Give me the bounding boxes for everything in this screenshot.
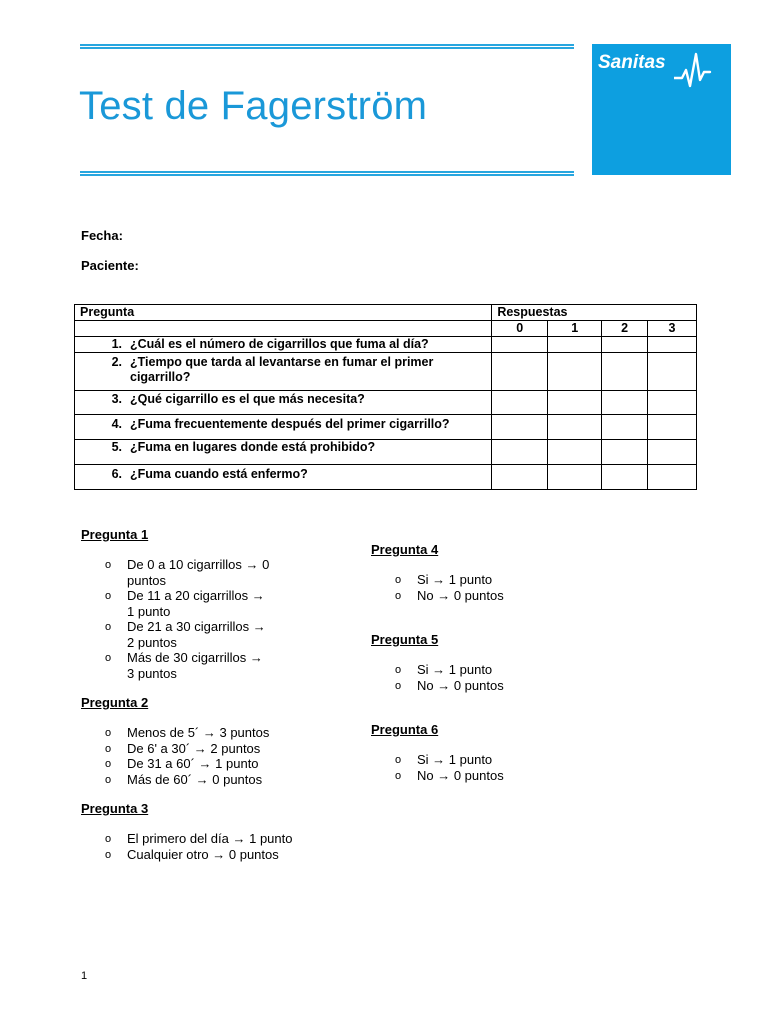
list-item: o Si → 1 punto — [395, 752, 493, 767]
list-item: o De 21 a 30 cigarrillos → 2 puntos — [105, 619, 266, 650]
bullet: o — [105, 848, 112, 861]
logo-text: Sanitas — [598, 52, 666, 73]
header-rule-top — [80, 44, 574, 49]
bullet: o — [105, 621, 112, 633]
question-number: 1. — [111, 337, 122, 351]
page-number: 1 — [81, 970, 88, 982]
scoring-section — [81, 801, 331, 862]
answer-cell[interactable] — [602, 440, 648, 465]
table-row — [75, 353, 697, 391]
page-title: Test de Fagerström — [79, 84, 428, 128]
question-number: 2. — [111, 355, 122, 369]
list-item: o El primero del día → 1 punto — [105, 831, 293, 846]
answer-cell[interactable] — [648, 415, 697, 440]
header-pregunta: Pregunta — [75, 305, 492, 321]
header-respuestas: Respuestas — [492, 305, 697, 321]
bullet: o — [105, 590, 112, 602]
answer-cell[interactable] — [492, 391, 548, 415]
question-text: ¿Qué cigarrillo es el que más necesita? — [130, 392, 365, 406]
score-col-3: 3 — [648, 321, 697, 337]
section-heading: Pregunta 6 — [371, 722, 439, 737]
score-col-0: 0 — [492, 321, 548, 337]
answer-cell[interactable] — [602, 415, 648, 440]
header-blank — [75, 321, 492, 337]
question-number: 4. — [111, 417, 122, 431]
bullet: o — [395, 679, 402, 692]
question-number: 5. — [111, 440, 122, 454]
answer-cell[interactable] — [648, 440, 697, 465]
answer-cell[interactable] — [492, 440, 548, 465]
section-heading: Pregunta 5 — [371, 632, 439, 647]
bullet: o — [105, 758, 112, 770]
bullet: o — [105, 773, 112, 786]
table-row — [75, 391, 697, 415]
answer-cell[interactable] — [548, 415, 602, 440]
table-row — [75, 337, 697, 353]
question-text: ¿Fuma en lugares donde está prohibido? — [130, 440, 376, 454]
scoring-section — [371, 632, 611, 693]
question-text: ¿Cuál es el número de cigarrillos que fuma al día? — [130, 337, 429, 351]
answer-cell[interactable] — [548, 337, 602, 353]
list-item: o De 31 a 60´ → 1 punto — [105, 756, 259, 771]
heartbeat-icon — [674, 50, 714, 90]
paciente-label: Paciente: — [81, 258, 139, 273]
scoring-section — [81, 695, 331, 787]
answer-cell[interactable] — [548, 465, 602, 490]
fecha-label: Fecha: — [81, 228, 123, 243]
list-item: o Más de 60´ → 0 puntos — [105, 771, 263, 787]
answer-cell[interactable] — [548, 440, 602, 465]
answer-cell[interactable] — [492, 465, 548, 490]
bullet: o — [105, 833, 112, 845]
score-col-2: 2 — [602, 321, 648, 337]
bullet: o — [395, 589, 402, 602]
score-col-1: 1 — [548, 321, 602, 337]
bullet: o — [395, 769, 402, 782]
answer-cell[interactable] — [492, 415, 548, 440]
list-item: o Cualquier otro → 0 puntos — [105, 846, 279, 862]
bullet: o — [395, 574, 402, 586]
bullet: o — [105, 559, 112, 571]
list-item: o De 0 a 10 cigarrillos → 0 puntos — [105, 557, 270, 588]
answer-cell[interactable] — [648, 353, 697, 391]
question-number: 6. — [111, 467, 122, 481]
scoring-left-column — [81, 527, 331, 862]
list-item: o Si → 1 punto — [395, 662, 493, 677]
scoring-section — [371, 542, 611, 603]
answer-cell[interactable] — [602, 353, 648, 391]
section-heading: Pregunta 3 — [81, 801, 149, 816]
answer-cell[interactable] — [492, 353, 548, 391]
answer-cell[interactable] — [602, 465, 648, 490]
answer-cell[interactable] — [602, 337, 648, 353]
list-item: o Más de 30 cigarrillos → 3 puntos — [105, 650, 263, 681]
list-item: o De 6' a 30´ → 2 puntos — [105, 740, 261, 756]
answer-cell[interactable] — [492, 337, 548, 353]
bullet: o — [395, 754, 402, 766]
header-rule-bottom — [80, 171, 574, 176]
bullet: o — [105, 742, 112, 755]
list-item: o No → 0 puntos — [395, 587, 504, 603]
scoring-section — [81, 527, 331, 681]
question-text: ¿Fuma frecuentemente después del primer cigarrillo? — [130, 417, 450, 431]
scoring-section — [371, 722, 611, 783]
answer-cell[interactable] — [548, 391, 602, 415]
questions-table — [74, 304, 697, 490]
bullet: o — [105, 727, 112, 739]
list-item: o Si → 1 punto — [395, 572, 493, 587]
answer-cell[interactable] — [648, 337, 697, 353]
table-row — [75, 465, 697, 490]
question-text: ¿Fuma cuando está enfermo? — [130, 467, 308, 481]
answer-cell[interactable] — [648, 391, 697, 415]
answer-cell[interactable] — [548, 353, 602, 391]
question-number: 3. — [111, 392, 122, 406]
answer-cell[interactable] — [648, 465, 697, 490]
list-item: o Menos de 5´ → 3 puntos — [105, 725, 270, 740]
table-row — [75, 440, 697, 465]
list-item: o No → 0 puntos — [395, 677, 504, 693]
section-heading: Pregunta 2 — [81, 695, 149, 710]
scoring-right-column — [371, 542, 611, 783]
list-item: o No → 0 puntos — [395, 767, 504, 783]
section-heading: Pregunta 4 — [371, 542, 439, 557]
section-heading: Pregunta 1 — [81, 527, 149, 542]
bullet: o — [105, 652, 112, 664]
list-item: o De 11 a 20 cigarrillos → 1 punto — [105, 588, 265, 619]
bullet: o — [395, 664, 402, 676]
answer-cell[interactable] — [602, 391, 648, 415]
question-text: ¿Tiempo que tarda al levantarse en fumar el primer cigarrillo? — [130, 355, 434, 384]
sanitas-logo — [592, 44, 731, 175]
table-row — [75, 415, 697, 440]
